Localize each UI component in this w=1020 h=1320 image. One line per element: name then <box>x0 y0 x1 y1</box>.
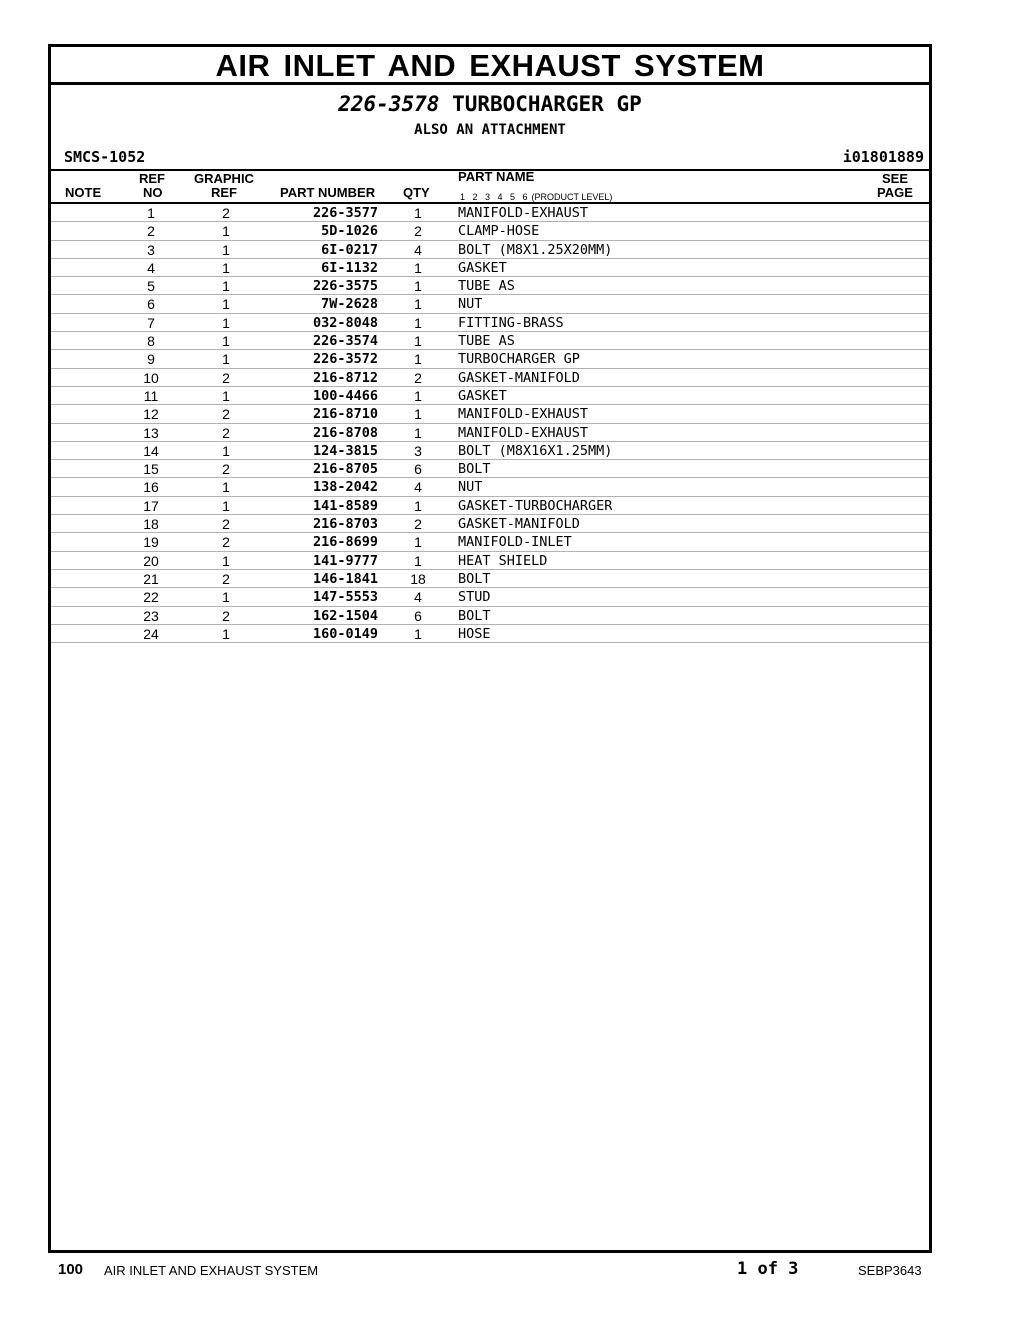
part-number-cell: 216-8703 <box>312 516 378 533</box>
attachment-note: ALSO AN ATTACHMENT <box>414 122 566 138</box>
ref-no-cell: 10 <box>143 369 159 386</box>
part-name-cell: MANIFOLD-EXHAUST <box>458 205 589 221</box>
part-number-cell: 162-1504 <box>312 607 378 624</box>
footer-page-number: 100 <box>58 1261 84 1278</box>
product-level-label: (PRODUCT LEVEL) <box>531 192 613 202</box>
qty-cell: 1 <box>414 406 422 423</box>
part-name-cell: GASKET <box>458 259 507 276</box>
part-number-cell: 141-9777 <box>312 552 378 569</box>
product-level-numbers: 1 2 3 4 5 6 <box>460 192 528 202</box>
qty-cell: 2 <box>414 369 422 386</box>
table-header <box>51 169 929 204</box>
graphic-ref-cell: 2 <box>222 570 230 587</box>
part-name-cell: HEAT SHIELD <box>458 552 548 569</box>
part-name-cell: STUD <box>458 589 491 606</box>
part-number-cell: 216-8708 <box>312 424 378 441</box>
qty-cell: 6 <box>414 461 422 478</box>
ref-no-cell: 5 <box>147 278 155 295</box>
qty-cell: 3 <box>414 442 422 459</box>
table-row <box>51 350 929 368</box>
table-row <box>51 552 929 570</box>
table-row <box>51 314 929 332</box>
part-name-cell: CLAMP-HOSE <box>458 223 540 240</box>
qty-cell: 1 <box>414 259 422 276</box>
ref-no-cell: 14 <box>143 442 159 459</box>
ref-no-cell: 12 <box>143 406 159 423</box>
part-name-cell: GASKET-MANIFOLD <box>458 369 580 386</box>
graphic-ref-cell: 2 <box>222 534 230 551</box>
graphic-ref-cell: 1 <box>222 241 230 258</box>
ref-no-cell: 22 <box>143 589 159 606</box>
table-row <box>51 295 929 313</box>
illustration-id: i01801889 <box>842 148 924 166</box>
graphic-ref-cell: 1 <box>222 314 230 331</box>
footer-section: AIR INLET AND EXHAUST SYSTEM <box>104 1263 319 1278</box>
table-row <box>51 478 929 496</box>
qty-cell: 1 <box>414 387 422 404</box>
part-name-cell: MANIFOLD-EXHAUST <box>458 406 589 423</box>
part-name-cell: BOLT <box>458 570 491 587</box>
graphic-ref-cell: 1 <box>222 296 230 313</box>
qty-cell: 4 <box>414 241 422 258</box>
graphic-ref-cell: 1 <box>222 625 230 642</box>
table-row <box>51 387 929 405</box>
parts-table <box>51 204 929 643</box>
part-name-cell: NUT <box>458 296 483 313</box>
page-title: AIR INLET AND EXHAUST SYSTEM <box>51 47 929 85</box>
part-name-cell: BOLT (M8X1.25X20MM) <box>458 241 613 258</box>
ref-no-cell: 7 <box>147 314 155 331</box>
ref-no-cell: 19 <box>143 534 159 551</box>
ref-no-cell: 3 <box>147 241 155 258</box>
part-number-cell: 216-8710 <box>312 406 378 423</box>
table-row <box>51 259 929 277</box>
ref-no-cell: 1 <box>147 205 155 221</box>
footer-doc-id: SEBP3643 <box>858 1263 922 1278</box>
ref-no-cell: 17 <box>143 497 159 514</box>
ref-no-cell: 16 <box>143 479 159 496</box>
part-number-cell: 147-5553 <box>312 589 378 606</box>
table-row <box>51 442 929 460</box>
ref-no-cell: 11 <box>143 387 159 404</box>
table-row <box>51 588 929 606</box>
ref-no-cell: 8 <box>147 333 155 350</box>
qty-cell: 4 <box>414 479 422 496</box>
graphic-ref-cell: 2 <box>222 607 230 624</box>
part-name-cell: GASKET-MANIFOLD <box>458 516 580 533</box>
page-frame <box>48 44 932 1253</box>
part-number-cell: 226-3572 <box>312 351 378 368</box>
graphic-ref-cell: 1 <box>222 333 230 350</box>
part-name-cell: NUT <box>458 479 483 496</box>
graphic-ref-cell: 1 <box>222 223 230 240</box>
ref-no-cell: 13 <box>143 424 159 441</box>
table-row <box>51 515 929 533</box>
part-number-cell: 100-4466 <box>312 387 378 404</box>
part-name-cell: TURBOCHARGER GP <box>458 351 580 368</box>
table-row <box>51 533 929 551</box>
table-row <box>51 607 929 625</box>
table-row <box>51 625 929 643</box>
ref-no-cell: 20 <box>143 552 159 569</box>
table-row <box>51 277 929 295</box>
graphic-ref-cell: 1 <box>222 497 230 514</box>
part-number-cell: 160-0149 <box>312 625 378 642</box>
graphic-ref-cell: 1 <box>222 589 230 606</box>
part-name-cell: TUBE AS <box>458 278 515 295</box>
qty-cell: 1 <box>414 333 422 350</box>
part-name-cell: BOLT <box>458 607 491 624</box>
part-number-cell: 032-8048 <box>312 314 378 331</box>
part-number-cell: 6I-1132 <box>321 259 378 276</box>
part-number-cell: 146-1841 <box>312 570 378 587</box>
header-see-top: SEE <box>882 171 909 186</box>
header-note: NOTE <box>65 185 102 200</box>
part-name-cell: BOLT <box>458 461 491 478</box>
part-number-cell: 216-8705 <box>312 461 378 478</box>
qty-cell: 1 <box>414 278 422 295</box>
table-row <box>51 204 929 222</box>
part-number-cell: 141-8589 <box>312 497 378 514</box>
header-see-bottom: PAGE <box>877 185 913 200</box>
ref-no-cell: 9 <box>147 351 155 368</box>
header-part-name: PART NAME <box>458 169 535 184</box>
part-number-cell: 5D-1026 <box>321 223 378 240</box>
qty-cell: 6 <box>414 607 422 624</box>
qty-cell: 18 <box>410 570 426 587</box>
graphic-ref-cell: 2 <box>222 516 230 533</box>
qty-cell: 1 <box>414 351 422 368</box>
qty-cell: 1 <box>414 534 422 551</box>
graphic-ref-cell: 1 <box>222 442 230 459</box>
table-row <box>51 424 929 442</box>
graphic-ref-cell: 1 <box>222 552 230 569</box>
qty-cell: 1 <box>414 314 422 331</box>
part-name-cell: MANIFOLD-INLET <box>458 534 572 551</box>
ref-no-cell: 24 <box>143 625 159 642</box>
part-number-cell: 216-8712 <box>312 369 378 386</box>
header-ref-top: REF <box>139 171 165 186</box>
ref-no-cell: 15 <box>143 461 159 478</box>
header-graphic-bottom: REF <box>211 185 237 200</box>
graphic-ref-cell: 2 <box>222 205 230 221</box>
header-qty: QTY <box>403 185 430 200</box>
qty-cell: 2 <box>414 223 422 240</box>
table-row <box>51 222 929 240</box>
header-graphic-top: GRAPHIC <box>194 171 254 186</box>
ref-no-cell: 2 <box>147 223 155 240</box>
graphic-ref-cell: 1 <box>222 351 230 368</box>
qty-cell: 2 <box>414 516 422 533</box>
part-number-cell: 216-8699 <box>312 534 378 551</box>
part-number-cell: 226-3575 <box>312 278 378 295</box>
table-row <box>51 332 929 350</box>
qty-cell: 1 <box>414 497 422 514</box>
qty-cell: 1 <box>414 424 422 441</box>
table-row <box>51 570 929 588</box>
part-name-cell: HOSE <box>458 625 491 642</box>
part-name-cell: GASKET <box>458 387 507 404</box>
part-number-cell: 226-3574 <box>312 333 378 350</box>
part-name-cell: GASKET-TURBOCHARGER <box>458 497 613 514</box>
part-name-cell: TUBE AS <box>458 333 515 350</box>
group-name: TURBOCHARGER GP <box>452 92 642 116</box>
smcs-code: SMCS-1052 <box>64 148 146 166</box>
table-row <box>51 369 929 387</box>
qty-cell: 1 <box>414 205 422 221</box>
part-number-cell: 124-3815 <box>312 442 378 459</box>
ref-no-cell: 23 <box>143 607 159 624</box>
qty-cell: 1 <box>414 296 422 313</box>
graphic-ref-cell: 2 <box>222 461 230 478</box>
qty-cell: 1 <box>414 552 422 569</box>
ref-no-cell: 18 <box>143 516 159 533</box>
part-number-cell: 6I-0217 <box>321 241 378 258</box>
table-row <box>51 497 929 515</box>
footer-page-count: 1 of 3 <box>737 1259 799 1279</box>
graphic-ref-cell: 2 <box>222 406 230 423</box>
qty-cell: 1 <box>414 625 422 642</box>
ref-no-cell: 4 <box>147 259 155 276</box>
graphic-ref-cell: 1 <box>222 278 230 295</box>
header-product-levels <box>460 190 612 204</box>
table-row <box>51 405 929 423</box>
ref-no-cell: 21 <box>143 570 159 587</box>
ref-no-cell: 6 <box>147 296 155 313</box>
part-name-cell: FITTING-BRASS <box>458 314 564 331</box>
graphic-ref-cell: 2 <box>222 424 230 441</box>
table-row <box>51 241 929 259</box>
page-footer <box>0 1258 1020 1282</box>
qty-cell: 4 <box>414 589 422 606</box>
part-number-cell: 7W-2628 <box>321 296 378 313</box>
part-name-cell: MANIFOLD-EXHAUST <box>458 424 589 441</box>
header-part-number: PART NUMBER <box>280 185 376 200</box>
graphic-ref-cell: 1 <box>222 259 230 276</box>
graphic-ref-cell: 2 <box>222 369 230 386</box>
group-part-number: 226-3578 <box>338 92 440 116</box>
graphic-ref-cell: 1 <box>222 387 230 404</box>
table-row <box>51 460 929 478</box>
part-number-cell: 138-2042 <box>312 479 378 496</box>
group-title <box>51 92 929 116</box>
part-name-cell: BOLT (M8X16X1.25MM) <box>458 442 613 459</box>
part-number-cell: 226-3577 <box>312 205 378 221</box>
header-ref-bottom: NO <box>143 185 163 200</box>
graphic-ref-cell: 1 <box>222 479 230 496</box>
